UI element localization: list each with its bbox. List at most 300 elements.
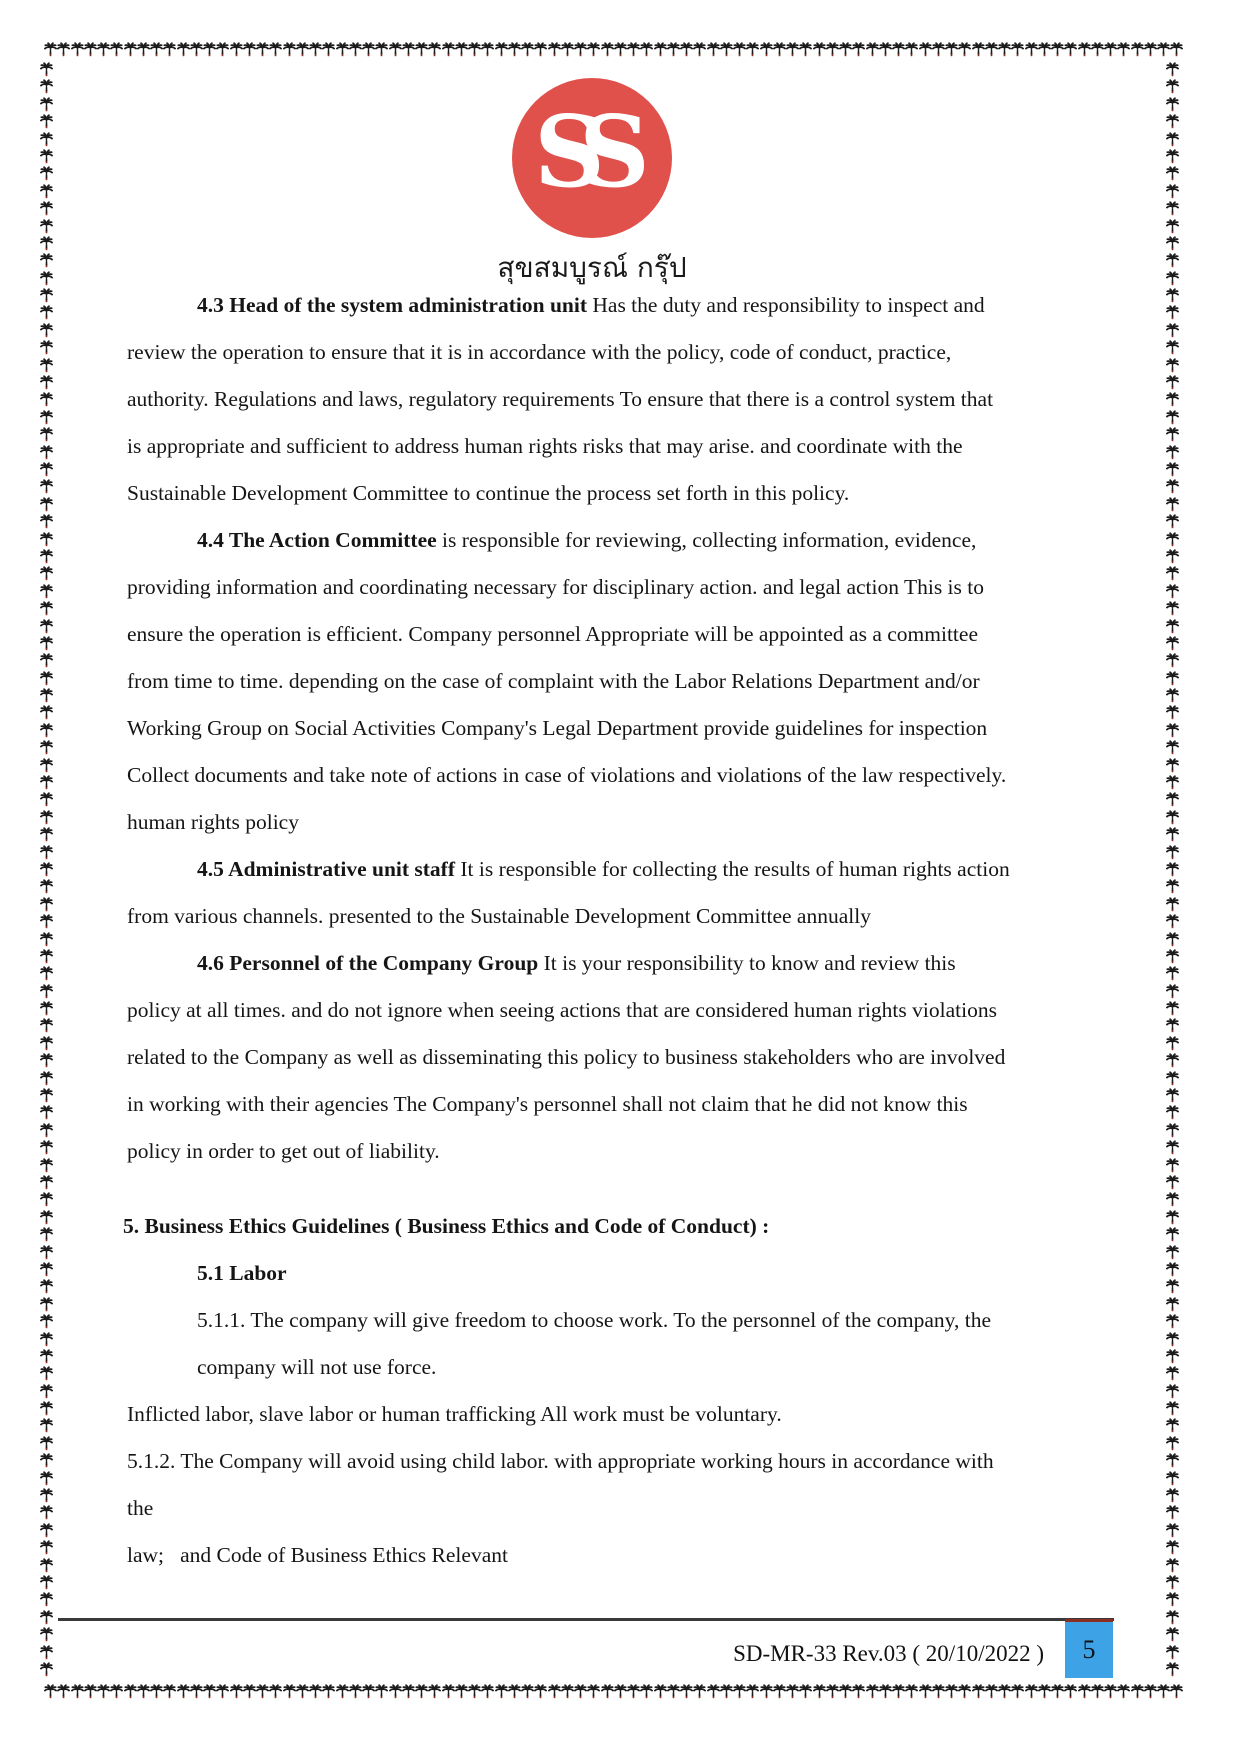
palm-tree-icon: [57, 42, 70, 57]
palm-tree-icon: [243, 42, 256, 57]
palm-tree-icon: [1166, 688, 1179, 703]
palm-tree-icon: [150, 42, 163, 57]
section-5-1-subheading: 5.1 Labor: [197, 1261, 287, 1285]
palm-tree-icon: [892, 42, 905, 57]
palm-tree-icon: [905, 42, 918, 57]
palm-tree-icon: [1166, 1645, 1179, 1660]
palm-tree-icon: [1166, 897, 1179, 912]
palm-tree-icon: [799, 42, 812, 57]
palm-tree-icon: [508, 42, 521, 57]
palm-tree-icon: [1166, 497, 1179, 512]
palm-tree-icon: [402, 42, 415, 57]
palm-tree-icon: [40, 897, 53, 912]
palm-tree-icon: [428, 42, 441, 57]
palm-tree-icon: [203, 1684, 216, 1699]
palm-tree-icon: [746, 1684, 759, 1699]
palm-tree-icon: [40, 1523, 53, 1538]
palm-tree-icon: [40, 914, 53, 929]
palm-tree-icon: [1166, 445, 1179, 460]
palm-tree-icon: [1166, 1401, 1179, 1416]
palm-tree-icon: [40, 358, 53, 373]
palm-tree-icon: [124, 1684, 137, 1699]
palm-tree-icon: [40, 1436, 53, 1451]
palm-tree-icon: [283, 42, 296, 57]
palm-tree-icon: [985, 1684, 998, 1699]
palm-tree-icon: [521, 42, 534, 57]
palm-tree-icon: [1166, 1088, 1179, 1103]
paragraph-4-3-text: Has the duty and responsibility to inspect and review the operation to ensure that it is in accordance with the policy, code of conduct, practice, authority. Regulations and laws, regulatory requirements To ensure that there is a control system that is appropriate and sufficient to address human rights risks that may arise. and coordinate with the Sustainable Development Committee to continue the process set forth in this policy.: [127, 293, 994, 505]
palm-tree-icon: [799, 1684, 812, 1699]
palm-tree-icon: [972, 1684, 985, 1699]
palm-tree-icon: [1166, 1349, 1179, 1364]
palm-tree-icon: [958, 1684, 971, 1699]
palm-tree-icon: [1166, 305, 1179, 320]
palm-tree-icon: [1166, 1418, 1179, 1433]
palm-tree-icon: [177, 42, 190, 57]
palm-tree-icon: [1166, 1540, 1179, 1555]
palm-tree-icon: [1166, 1123, 1179, 1138]
palm-border-right: [1166, 62, 1181, 1678]
palm-tree-icon: [269, 1684, 282, 1699]
palm-tree-icon: [163, 42, 176, 57]
palm-tree-icon: [1011, 1684, 1024, 1699]
palm-tree-icon: [40, 1453, 53, 1468]
palm-tree-icon: [534, 1684, 547, 1699]
paragraph-4-4: [127, 517, 1011, 846]
palm-tree-icon: [40, 949, 53, 964]
paragraph-4-5-text: It is responsible for collecting the results of human rights action from various channels. presented to the Sustainable Development Committee annually: [127, 857, 1010, 928]
palm-tree-icon: [177, 1684, 190, 1699]
palm-tree-icon: [1166, 879, 1179, 894]
palm-tree-icon: [1166, 914, 1179, 929]
palm-tree-icon: [40, 462, 53, 477]
palm-tree-icon: [998, 1684, 1011, 1699]
line-5-1-1: 5.1.1. The company will give freedom to choose work. To the personnel of the company, the: [197, 1308, 991, 1332]
palm-tree-icon: [932, 42, 945, 57]
logo-monogram: SS: [534, 95, 627, 210]
palm-tree-icon: [256, 42, 269, 57]
palm-tree-icon: [574, 1684, 587, 1699]
palm-tree-icon: [1166, 1436, 1179, 1451]
paragraph-4-4-lead: 4.4 The Action Committee: [197, 528, 443, 552]
palm-tree-icon: [1166, 479, 1179, 494]
palm-tree-icon: [627, 42, 640, 57]
palm-tree-icon: [40, 1349, 53, 1364]
palm-tree-icon: [137, 42, 150, 57]
palm-tree-icon: [1157, 42, 1170, 57]
palm-tree-icon: [1166, 949, 1179, 964]
palm-tree-icon: [40, 1297, 53, 1312]
palm-tree-icon: [1166, 1071, 1179, 1086]
palm-tree-icon: [495, 42, 508, 57]
palm-tree-icon: [468, 42, 481, 57]
palm-tree-icon: [1166, 1523, 1179, 1538]
palm-tree-icon: [1166, 984, 1179, 999]
palm-tree-icon: [627, 1684, 640, 1699]
company-logo-icon: [512, 78, 672, 238]
palm-tree-icon: [985, 42, 998, 57]
palm-tree-icon: [150, 1684, 163, 1699]
palm-tree-icon: [40, 1558, 53, 1573]
palm-tree-icon: [587, 42, 600, 57]
palm-tree-icon: [892, 1684, 905, 1699]
palm-tree-icon: [1166, 566, 1179, 581]
palm-tree-icon: [375, 42, 388, 57]
palm-tree-icon: [442, 42, 455, 57]
palm-tree-icon: [1038, 42, 1051, 57]
palm-tree-icon: [336, 42, 349, 57]
palm-tree-icon: [667, 42, 680, 57]
palm-tree-icon: [1078, 42, 1091, 57]
palm-tree-icon: [601, 42, 614, 57]
palm-tree-icon: [40, 810, 53, 825]
palm-tree-icon: [455, 1684, 468, 1699]
palm-tree-icon: [1078, 1684, 1091, 1699]
palm-tree-icon: [40, 1088, 53, 1103]
palm-tree-icon: [1166, 375, 1179, 390]
palm-tree-icon: [1166, 1592, 1179, 1607]
palm-tree-icon: [40, 671, 53, 686]
palm-tree-icon: [1166, 1575, 1179, 1590]
palm-tree-icon: [1166, 1018, 1179, 1033]
palm-tree-icon: [1051, 42, 1064, 57]
palm-tree-icon: [1025, 42, 1038, 57]
palm-tree-icon: [40, 584, 53, 599]
palm-tree-icon: [389, 1684, 402, 1699]
palm-tree-icon: [1166, 1558, 1179, 1573]
palm-tree-icon: [40, 340, 53, 355]
palm-tree-icon: [614, 42, 627, 57]
palm-tree-icon: [1166, 410, 1179, 425]
palm-tree-icon: [1025, 1684, 1038, 1699]
palm-tree-icon: [680, 1684, 693, 1699]
palm-border-top: [44, 42, 1184, 58]
palm-tree-icon: [40, 1488, 53, 1503]
palm-tree-icon: [40, 1018, 53, 1033]
palm-tree-icon: [362, 1684, 375, 1699]
palm-tree-icon: [813, 42, 826, 57]
palm-tree-icon: [137, 1684, 150, 1699]
palm-tree-icon: [1064, 1684, 1077, 1699]
palm-border-left: [40, 62, 55, 1678]
palm-tree-icon: [1166, 1471, 1179, 1486]
palm-tree-icon: [230, 42, 243, 57]
palm-tree-icon: [163, 1684, 176, 1699]
palm-tree-icon: [1166, 1175, 1179, 1190]
palm-tree-icon: [1166, 1332, 1179, 1347]
palm-tree-icon: [826, 42, 839, 57]
palm-tree-icon: [945, 1684, 958, 1699]
palm-tree-icon: [216, 1684, 229, 1699]
palm-tree-icon: [40, 288, 53, 303]
palm-tree-icon: [40, 566, 53, 581]
palm-tree-icon: [336, 1684, 349, 1699]
line-5-1-1-cont: company will not use force.: [197, 1355, 437, 1379]
palm-tree-icon: [1166, 792, 1179, 807]
palm-tree-icon: [283, 1684, 296, 1699]
palm-tree-icon: [40, 879, 53, 894]
palm-tree-icon: [905, 1684, 918, 1699]
palm-tree-icon: [442, 1684, 455, 1699]
palm-tree-icon: [1166, 1505, 1179, 1520]
palm-tree-icon: [1166, 1227, 1179, 1242]
palm-tree-icon: [40, 1105, 53, 1120]
palm-tree-icon: [1166, 514, 1179, 529]
palm-tree-icon: [919, 42, 932, 57]
palm-tree-icon: [1166, 1105, 1179, 1120]
palm-tree-icon: [481, 42, 494, 57]
palm-tree-icon: [1166, 462, 1179, 477]
palm-tree-icon: [322, 1684, 335, 1699]
palm-tree-icon: [389, 42, 402, 57]
palm-tree-icon: [733, 1684, 746, 1699]
paragraph-4-3: [127, 282, 1011, 517]
palm-tree-icon: [40, 323, 53, 338]
palm-tree-icon: [1166, 705, 1179, 720]
palm-tree-icon: [40, 1332, 53, 1347]
palm-tree-icon: [866, 1684, 879, 1699]
palm-tree-icon: [640, 1684, 653, 1699]
paragraph-4-5-lead: 4.5 Administrative unit staff: [197, 857, 461, 881]
palm-tree-icon: [40, 1401, 53, 1416]
paragraph-4-6: [127, 940, 1011, 1175]
palm-tree-icon: [40, 1158, 53, 1173]
palm-tree-icon: [40, 1592, 53, 1607]
palm-tree-icon: [1166, 1053, 1179, 1068]
palm-tree-icon: [216, 42, 229, 57]
palm-tree-icon: [40, 705, 53, 720]
palm-tree-icon: [945, 42, 958, 57]
section-5-heading: 5. Business Ethics Guidelines ( Business Ethics and Code of Conduct) :: [123, 1214, 770, 1238]
palm-tree-icon: [1131, 1684, 1144, 1699]
palm-tree-icon: [1166, 1627, 1179, 1642]
palm-tree-icon: [1144, 42, 1157, 57]
palm-tree-icon: [84, 42, 97, 57]
company-name-thai: สุขสมบูรณ์ กรุ๊ป: [497, 251, 687, 284]
palm-tree-icon: [998, 42, 1011, 57]
palm-tree-icon: [40, 792, 53, 807]
palm-tree-icon: [1166, 932, 1179, 947]
palm-tree-icon: [1166, 1001, 1179, 1016]
palm-tree-icon: [40, 758, 53, 773]
palm-tree-icon: [40, 1123, 53, 1138]
paragraph-4-4-text: is responsible for reviewing, collecting information, evidence, providing information and coordinating necessary for disciplinary action. and legal action This is to ensure the operation is efficient. Company personnel Appropriate will be appointed as a committee from time to time. depending on the case of complaint with the Labor Relations Department and/or Working Group on Social Activities Company's Legal Department provide guidelines for inspection Collect documents and take note of actions in case of violations and violations of the law respectively. human rights policy: [127, 528, 1007, 834]
palm-tree-icon: [110, 1684, 123, 1699]
palm-tree-icon: [40, 1610, 53, 1625]
palm-tree-icon: [760, 42, 773, 57]
palm-tree-icon: [296, 1684, 309, 1699]
palm-tree-icon: [773, 1684, 786, 1699]
palm-tree-icon: [455, 42, 468, 57]
palm-tree-icon: [40, 688, 53, 703]
paragraph-4-6-text: It is your responsibility to know and review this policy at all times. and do not ignore when seeing actions that are considered human rights violations related to the Company as well as disseminating this policy to business stakeholders who are involved in working with their agencies The Company's personnel shall not claim that he did not know this policy in order to get out of liability.: [127, 951, 1006, 1163]
palm-tree-icon: [1166, 601, 1179, 616]
document-code: SD-MR-33 Rev.03 ( 20/10/2022 ): [733, 1641, 1044, 1666]
palm-tree-icon: [40, 1366, 53, 1381]
palm-tree-icon: [190, 1684, 203, 1699]
palm-tree-icon: [40, 984, 53, 999]
footer-divider: [58, 1618, 1114, 1621]
palm-tree-icon: [40, 1384, 53, 1399]
palm-tree-icon: [1157, 1684, 1170, 1699]
palm-tree-icon: [707, 42, 720, 57]
palm-tree-icon: [40, 653, 53, 668]
palm-tree-icon: [40, 601, 53, 616]
palm-tree-icon: [1170, 1684, 1183, 1699]
palm-tree-icon: [428, 1684, 441, 1699]
palm-tree-icon: [1166, 1245, 1179, 1260]
palm-tree-icon: [852, 1684, 865, 1699]
palm-tree-icon: [230, 1684, 243, 1699]
palm-tree-icon: [932, 1684, 945, 1699]
palm-tree-icon: [1166, 1262, 1179, 1277]
palm-tree-icon: [720, 1684, 733, 1699]
palm-tree-icon: [1166, 758, 1179, 773]
palm-tree-icon: [269, 42, 282, 57]
palm-tree-icon: [40, 723, 53, 738]
palm-tree-icon: [587, 1684, 600, 1699]
palm-tree-icon: [866, 42, 879, 57]
palm-tree-icon: [839, 1684, 852, 1699]
palm-tree-icon: [534, 42, 547, 57]
palm-tree-icon: [548, 1684, 561, 1699]
palm-tree-icon: [667, 1684, 680, 1699]
line-inflicted: Inflicted labor, slave labor or human trafficking All work must be voluntary.: [127, 1402, 782, 1426]
palm-tree-icon: [40, 62, 53, 77]
palm-tree-icon: [1166, 1384, 1179, 1399]
palm-tree-icon: [879, 42, 892, 57]
palm-tree-icon: [1166, 636, 1179, 651]
palm-tree-icon: [1166, 1158, 1179, 1173]
palm-tree-icon: [1117, 1684, 1130, 1699]
palm-tree-icon: [415, 42, 428, 57]
palm-tree-icon: [1011, 42, 1024, 57]
palm-tree-icon: [1166, 358, 1179, 373]
palm-tree-icon: [40, 1192, 53, 1207]
palm-tree-icon: [773, 42, 786, 57]
palm-tree-icon: [1166, 845, 1179, 860]
company-logo-block: [0, 78, 1212, 290]
palm-tree-icon: [1064, 42, 1077, 57]
palm-tree-icon: [1104, 42, 1117, 57]
palm-tree-icon: [1166, 1453, 1179, 1468]
line-5-1-2: 5.1.2. The Company will avoid using child labor. with appropriate working hours in accordance with the: [127, 1449, 994, 1520]
palm-tree-icon: [40, 1575, 53, 1590]
palm-tree-icon: [40, 1036, 53, 1051]
palm-tree-icon: [1166, 1297, 1179, 1312]
page-number-badge: 5: [1065, 1619, 1113, 1678]
palm-tree-icon: [110, 42, 123, 57]
palm-tree-icon: [1166, 1036, 1179, 1051]
palm-tree-icon: [349, 1684, 362, 1699]
palm-tree-icon: [44, 1684, 57, 1699]
palm-tree-icon: [693, 42, 706, 57]
palm-tree-icon: [654, 42, 667, 57]
palm-tree-icon: [1166, 1488, 1179, 1503]
palm-tree-icon: [879, 1684, 892, 1699]
palm-tree-icon: [40, 514, 53, 529]
palm-tree-icon: [40, 827, 53, 842]
palm-tree-icon: [693, 1684, 706, 1699]
palm-tree-icon: [97, 1684, 110, 1699]
palm-tree-icon: [40, 375, 53, 390]
palm-tree-icon: [1117, 42, 1130, 57]
palm-tree-icon: [958, 42, 971, 57]
palm-tree-icon: [40, 1540, 53, 1555]
palm-tree-icon: [1166, 1366, 1179, 1381]
palm-tree-icon: [1091, 1684, 1104, 1699]
palm-tree-icon: [574, 42, 587, 57]
paragraph-4-5: [127, 846, 1011, 940]
palm-tree-icon: [1166, 810, 1179, 825]
palm-tree-icon: [40, 1471, 53, 1486]
palm-tree-icon: [839, 42, 852, 57]
palm-tree-icon: [1166, 1192, 1179, 1207]
palm-tree-icon: [1166, 1279, 1179, 1294]
palm-tree-icon: [40, 619, 53, 634]
palm-tree-icon: [40, 1001, 53, 1016]
palm-tree-icon: [44, 42, 57, 57]
palm-tree-icon: [40, 532, 53, 547]
palm-tree-icon: [40, 427, 53, 442]
palm-tree-icon: [1166, 1610, 1179, 1625]
palm-tree-icon: [296, 42, 309, 57]
palm-tree-icon: [826, 1684, 839, 1699]
palm-tree-icon: [309, 1684, 322, 1699]
palm-tree-icon: [640, 42, 653, 57]
palm-tree-icon: [40, 479, 53, 494]
palm-tree-icon: [1166, 549, 1179, 564]
palm-tree-icon: [40, 1175, 53, 1190]
palm-tree-icon: [733, 42, 746, 57]
palm-tree-icon: [495, 1684, 508, 1699]
palm-tree-icon: [1166, 966, 1179, 981]
palm-tree-icon: [1131, 42, 1144, 57]
line-5-1-2-cont: law; and Code of Business Ethics Relevant: [127, 1543, 508, 1567]
palm-tree-icon: [40, 1071, 53, 1086]
palm-tree-icon: [40, 932, 53, 947]
palm-tree-icon: [40, 1245, 53, 1260]
palm-tree-icon: [1051, 1684, 1064, 1699]
palm-tree-icon: [919, 1684, 932, 1699]
palm-tree-icon: [614, 1684, 627, 1699]
palm-tree-icon: [654, 1684, 667, 1699]
palm-tree-icon: [1166, 62, 1179, 77]
palm-tree-icon: [1038, 1684, 1051, 1699]
palm-tree-icon: [40, 862, 53, 877]
palm-tree-icon: [40, 1279, 53, 1294]
palm-tree-icon: [707, 1684, 720, 1699]
palm-tree-icon: [40, 1210, 53, 1225]
palm-tree-icon: [40, 1227, 53, 1242]
palm-tree-icon: [40, 1262, 53, 1277]
palm-tree-icon: [561, 42, 574, 57]
palm-tree-icon: [40, 636, 53, 651]
palm-tree-icon: [71, 1684, 84, 1699]
palm-tree-icon: [852, 42, 865, 57]
palm-tree-icon: [309, 42, 322, 57]
palm-tree-icon: [601, 1684, 614, 1699]
palm-tree-icon: [40, 966, 53, 981]
palm-border-bottom: [44, 1684, 1184, 1700]
palm-tree-icon: [349, 42, 362, 57]
palm-tree-icon: [71, 42, 84, 57]
palm-tree-icon: [813, 1684, 826, 1699]
palm-tree-icon: [57, 1684, 70, 1699]
palm-tree-icon: [1166, 775, 1179, 790]
palm-tree-icon: [40, 1314, 53, 1329]
palm-tree-icon: [1170, 42, 1183, 57]
